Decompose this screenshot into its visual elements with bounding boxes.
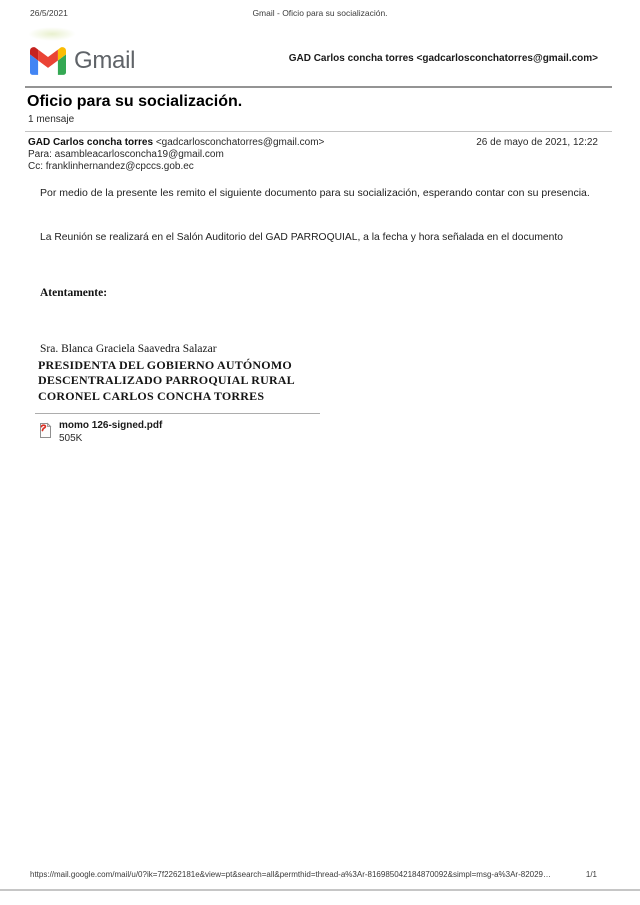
sender-email: <gadcarlosconchatorres@gmail.com>	[153, 137, 325, 148]
print-date: 26/5/2021	[30, 8, 68, 18]
header-divider	[25, 86, 612, 88]
print-title: Gmail - Oficio para su socialización.	[252, 8, 388, 18]
print-footer-url: https://mail.google.com/mail/u/0?ik=7f2262181e&view=pt&search=all&permthid=thread-a%3Ar-816985042184870092&simpl=msg-a%3Ar-82029…	[30, 870, 551, 879]
signature-name: Sra. Blanca Graciela Saavedra Salazar	[40, 343, 217, 355]
pdf-file-icon	[38, 422, 52, 444]
signature-title-line-2: DESCENTRALIZADO PARROQUIAL RURAL	[38, 373, 295, 387]
scan-edge-line	[0, 889, 640, 891]
signature-title-line-3: CORONEL CARLOS CONCHA TORRES	[38, 388, 265, 403]
email-subject: Oficio para su socialización.	[27, 93, 243, 110]
print-footer-page-number: 1/1	[585, 870, 597, 879]
gmail-wordmark: Gmail	[74, 47, 136, 74]
body-paragraph-2: La Reunión se realizará en el Salón Auditorio del GAD PARROQUIAL, a la fecha y hora señalada en el documento	[40, 232, 563, 243]
account-identity: GAD Carlos concha torres <gadcarlosconchatorres@gmail.com>	[288, 53, 598, 64]
recipient-cc: Cc: franklinhernandez@cpccs.gob.ec	[28, 161, 194, 172]
gmail-logo-icon	[30, 47, 66, 80]
signature-block	[38, 342, 295, 404]
sent-date: 26 de mayo de 2021, 12:22	[476, 137, 598, 148]
scan-smudge-artifact	[28, 27, 76, 41]
attachment-filename: momo 126-signed.pdf	[59, 420, 163, 431]
body-paragraph-1: Por medio de la presente les remito el siguiente documento para su socialización, esperando contar con su presencia.	[40, 187, 590, 199]
attachment-size: 505K	[59, 433, 83, 444]
sender-row	[28, 137, 324, 148]
sender-name: GAD Carlos concha torres	[28, 137, 154, 148]
thread-divider	[25, 131, 612, 132]
message-count: 1 mensaje	[28, 114, 75, 125]
recipient-to: Para: asambleacarlosconcha19@gmail.com	[28, 149, 224, 160]
attachment-divider	[35, 413, 320, 414]
closing-salutation: Atentamente:	[40, 287, 108, 299]
signature-title-line-1: PRESIDENTA DEL GOBIERNO AUTÓNOMO	[38, 357, 292, 372]
